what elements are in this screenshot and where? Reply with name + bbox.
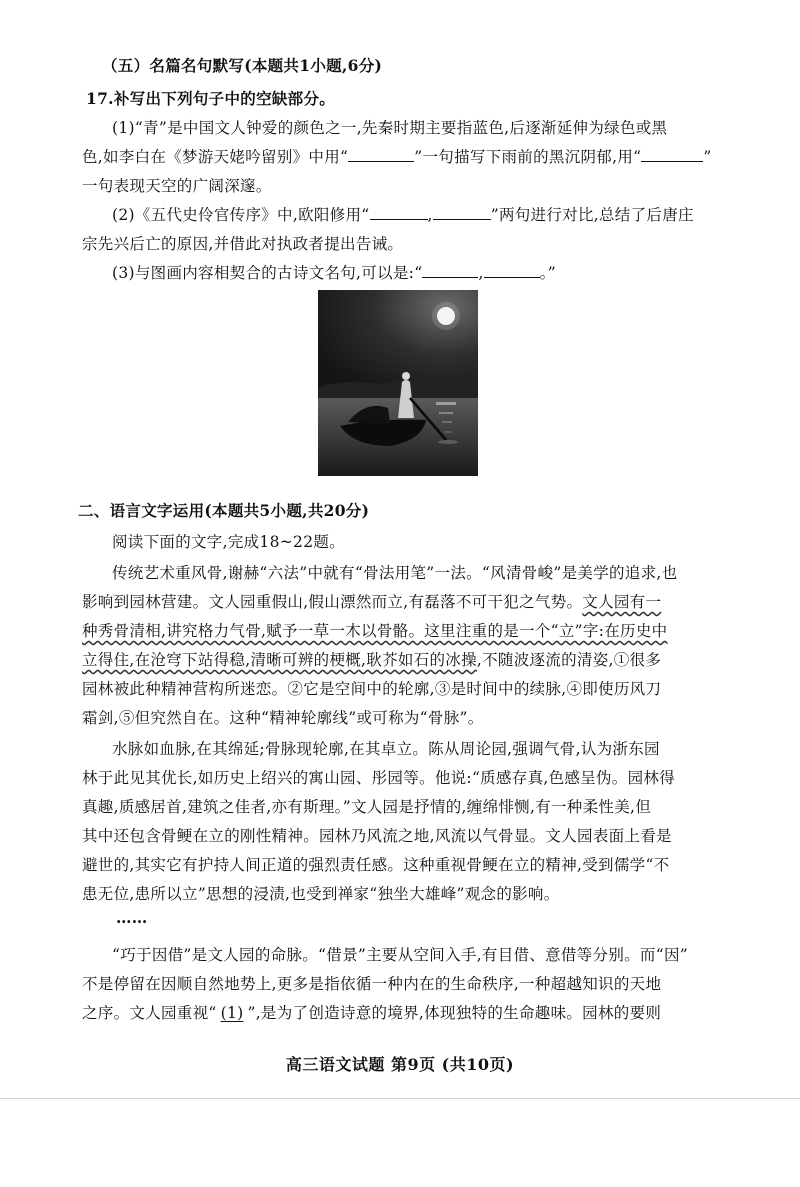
para1-line1: 传统艺术重风骨,谢赫“六法”中就有“骨法用笔”一法。“风清骨峻”是美学的追求,也 bbox=[112, 564, 678, 582]
q17-part2-line2: 宗先兴后亡的原因,并借此对执政者提出告诫。 bbox=[82, 235, 404, 253]
text: (3)与图画内容相契合的古诗文名句,可以是:“ bbox=[112, 264, 423, 282]
text: (2)《五代史伶官传序》中,欧阳修用“ bbox=[112, 206, 370, 224]
text: 。” bbox=[539, 264, 556, 282]
text: , bbox=[427, 206, 433, 224]
text: ,不随波逐流的清姿,①很多 bbox=[476, 651, 662, 669]
text: 影响到园林营建。文人园重假山,假山漂然而立,有磊落不可干犯之气势。 bbox=[82, 593, 583, 611]
answer-blank[interactable] bbox=[641, 147, 703, 162]
answer-blank[interactable] bbox=[370, 205, 428, 220]
para1-line4 bbox=[82, 650, 661, 670]
text: ”两句进行对比,总结了后唐庄 bbox=[490, 206, 694, 224]
text: 色,如李白在《梦游天姥吟留别》中用“ bbox=[82, 148, 349, 166]
para2-line6: 患无位,患所以立”思想的浸渍,也受到禅家“独坐大雄峰”观念的影响。 bbox=[82, 885, 560, 903]
para3-line1: “巧于因借”是文人园的命脉。“借景”主要从空间入手,有目借、意借等分别。而“因” bbox=[112, 946, 688, 964]
answer-blank[interactable] bbox=[422, 263, 478, 278]
text: ”,是为了创造诗意的境界,体现独特的生命趣味。园林的要则 bbox=[247, 1004, 662, 1022]
night-boat-picture-svg bbox=[318, 290, 478, 476]
section-5-title: （五）名篇名句默写(本题共1小题,6分) bbox=[102, 56, 383, 75]
wavy-underlined-text: 文人园有一 bbox=[582, 593, 662, 611]
ellipsis: …… bbox=[116, 908, 148, 927]
q17-part1-line2 bbox=[82, 147, 712, 167]
answer-blank-1[interactable]: (1) bbox=[220, 1004, 244, 1022]
q17-part2-line1 bbox=[112, 205, 694, 225]
night-boat-picture bbox=[318, 290, 478, 476]
para2-line4: 其中还包含骨鲠在立的刚性精神。园林乃风流之地,风流以气骨显。文人园表面上看是 bbox=[82, 827, 672, 845]
reading-intro: 阅读下面的文字,完成18~22题。 bbox=[112, 533, 345, 551]
section-2-title: 二、语言文字运用(本题共5小题,共20分) bbox=[78, 501, 370, 520]
answer-blank[interactable] bbox=[433, 205, 491, 220]
question-17-stem: 17.补写出下列句子中的空缺部分。 bbox=[86, 89, 336, 108]
q17-part1-line3: 一句表现天空的广阔深邃。 bbox=[82, 177, 272, 195]
para1-line5: 园林被此种精神营构所迷恋。②它是空间中的轮廓,③是时间中的续脉,④即使历风刀 bbox=[82, 680, 662, 698]
para3-line3 bbox=[82, 1003, 661, 1023]
wavy-underlined-text: 立得住,在沧穹下站得稳,清晰可辨的梗概,耿芥如石的冰操 bbox=[82, 651, 477, 669]
text: ”一句描写下雨前的黑沉阴郁,用“ bbox=[414, 148, 642, 166]
text: , bbox=[478, 264, 484, 282]
para2-line5: 避世的,其实它有护持人间正道的强烈责任感。这种重视骨鲠在立的精神,受到儒学“不 bbox=[82, 856, 670, 874]
answer-blank[interactable] bbox=[484, 263, 540, 278]
para2-line1: 水脉如血脉,在其绵延;骨脉现轮廓,在其卓立。陈从周论园,强调气骨,认为浙东园 bbox=[112, 740, 660, 758]
text: ” bbox=[703, 148, 712, 166]
answer-blank[interactable] bbox=[348, 147, 414, 162]
para1-line6: 霜剑,⑤但究然自在。这种“精神轮廓线”或可称为“骨脉”。 bbox=[82, 709, 484, 727]
q17-part1-line1: (1)“青”是中国文人钟爱的颜色之一,先秦时期主要指蓝色,后逐渐延伸为绿色或黑 bbox=[112, 119, 668, 137]
para1-line2 bbox=[82, 592, 661, 612]
text: 之序。文人园重视“ bbox=[82, 1004, 217, 1022]
para2-line2: 林于此见其优长,如历史上绍兴的寓山园、彤园等。他说:“质感存真,色感呈伪。园林得 bbox=[82, 769, 676, 787]
bottom-rule bbox=[0, 1098, 800, 1099]
para3-line2: 不是停留在因顺自然地势上,更多是指依循一种内在的生命秩序,一种超越知识的天地 bbox=[82, 975, 662, 993]
para1-line3-wavy: 种秀骨清相,讲究格力气骨,赋予一草一木以骨骼。这里注重的是一个“立”字:在历史中 bbox=[82, 622, 668, 640]
q17-part3-line bbox=[112, 263, 556, 283]
para2-line3: 真趣,质感居首,建筑之佳者,亦有斯理。”文人园是抒情的,缠绵悱恻,有一种柔性美,但 bbox=[82, 798, 652, 816]
page-footer: 高三语文试题 第9页 (共10页) bbox=[285, 1055, 515, 1074]
